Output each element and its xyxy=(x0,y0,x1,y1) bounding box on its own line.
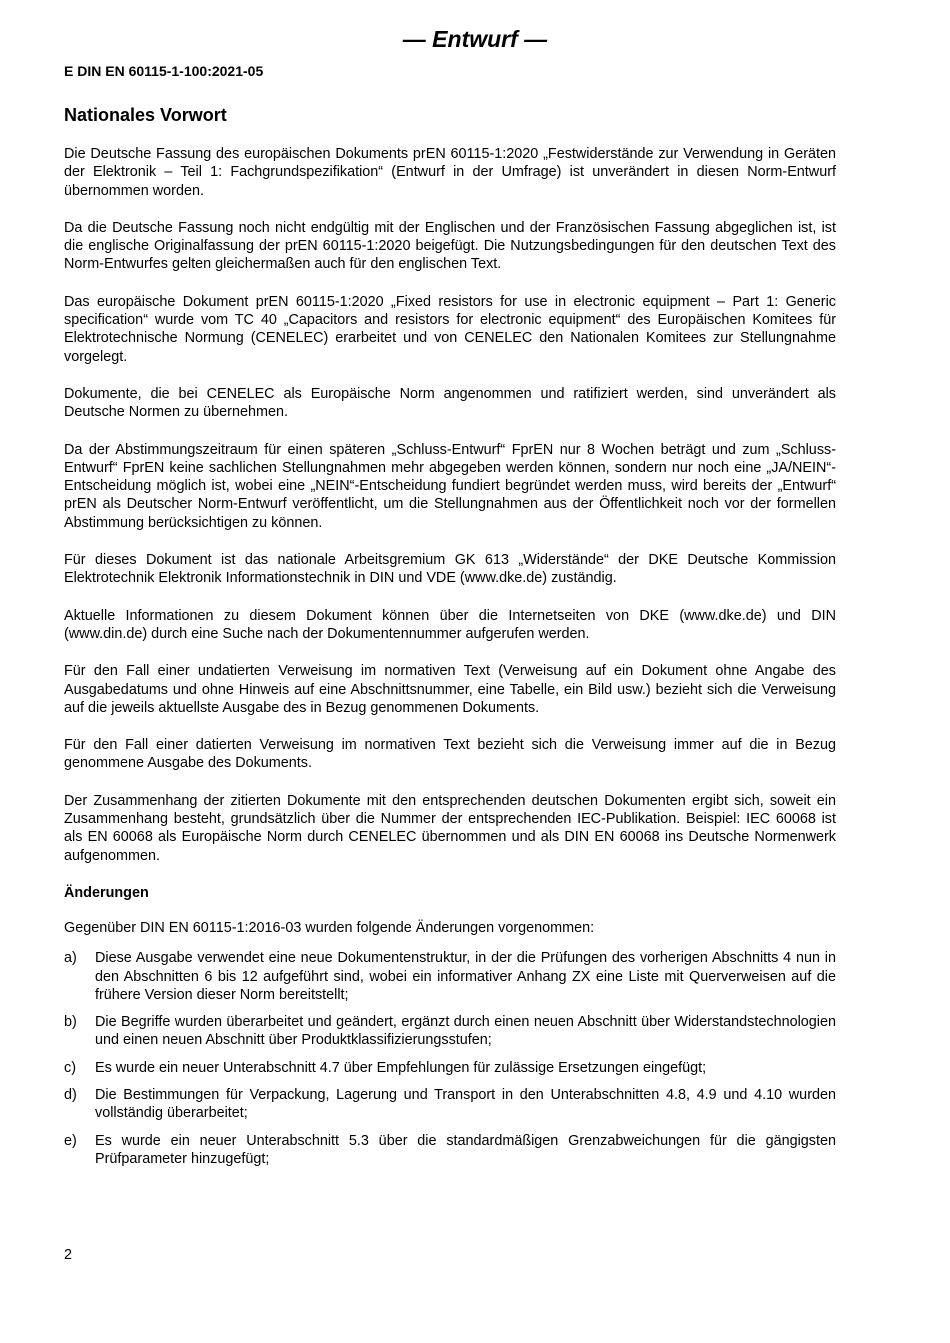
draft-watermark: — Entwurf — xyxy=(402,26,548,52)
list-item-text: Es wurde ein neuer Unterabschnitt 5.3 über die standardmäßigen Grenzabweichungen für die gängigsten Prüfparameter hinzugefügt; xyxy=(95,1132,836,1167)
list-marker: e) xyxy=(64,1132,77,1149)
list-marker: d) xyxy=(64,1086,77,1103)
list-item-text: Diese Ausgabe verwendet eine neue Dokumentenstruktur, in der die Prüfungen des vorherigen Abschnitts 4 nun in den Abschnitten 6 bis 12 aufgeführt sind, wobei ein informativer Anhang ZX eine Liste mit Querverweisen auf die frühere Version dieser Norm bereitstellt; xyxy=(95,950,836,1003)
list-marker: b) xyxy=(64,1014,77,1031)
list-marker: a) xyxy=(64,950,77,967)
paragraph: Dokumente, die bei CENELEC als Europäische Norm angenommen und ratifiziert werden, sind unverändert als Deutsche Normen zu übernehmen. xyxy=(64,385,836,421)
list-item xyxy=(64,1086,836,1123)
document-body xyxy=(64,104,836,1177)
list-item-text: Die Bestimmungen für Verpackung, Lagerung und Transport in den Unterabschnitten 4.8, 4.9 und 4.10 wurden vollständig überarbeitet; xyxy=(95,1086,836,1122)
paragraph: Da die Deutsche Fassung noch nicht endgültig mit der Englischen und der Französischen Fassung abgeglichen ist, ist die englische Originalfassung der prEN 60115-1:2020 beigefügt. Die Nutzungsbedingungen für den deutschen Text des Norm-Entwurfes gelten gleichermaßen auch für den englischen Text. xyxy=(64,219,836,273)
paragraph: Der Zusammenhang der zitierten Dokumente mit den entsprechenden deutschen Dokumenten ergibt sich, soweit ein Zusammenhang besteht, grundsätzlich über die Nummer der entsprechenden IEC-Publikation. Beispiel: IEC 60068 ist als EN 60068 als Europäische Norm durch CENELEC übernommen und als DIN EN 60068 ins Deutsche Normenwerk aufgenommen. xyxy=(64,792,836,864)
page-number: 2 xyxy=(64,1247,73,1263)
list-item xyxy=(64,1132,836,1169)
list-item-text: Die Begriffe wurden überarbeitet und geändert, ergänzt durch einen neuen Abschnitt über Widerstandstechnologien und einen neuen Abschnitt über Produktklassifizierungsstufen; xyxy=(95,1014,836,1049)
paragraph: Die Deutsche Fassung des europäischen Dokuments prEN 60115-1:2020 „Festwiderstände zur Verwendung in Geräten der Elektronik – Teil 1: Fachgrundspezifikation“ (Entwurf in der Umfrage) ist unverändert in diesen Norm-Entwurf übernommen worden. xyxy=(64,146,836,199)
paragraph: Für dieses Dokument ist das nationale Arbeitsgremium GK 613 „Widerstände“ der DKE Deutsche Kommission Elektrotechnik Elektronik Informationstechnik in DIN und VDE (www.dke.de) zuständig. xyxy=(64,552,836,587)
list-item xyxy=(64,1059,836,1077)
changes-intro: Gegenüber DIN EN 60115-1:2016-03 wurden folgende Änderungen vorgenommen: xyxy=(64,919,595,936)
list-item xyxy=(64,949,836,1004)
paragraph: Da der Abstimmungszeitraum für einen späteren „Schluss-Entwurf“ FprEN nur 8 Wochen beträgt und zum „Schluss-Entwurf“ FprEN keine sachlichen Stellungnahmen mehr abgegeben werden können, sondern nur noch eine „JA/NEIN“-Entscheidung möglich ist, wobei eine „NEIN“-Entscheidung fundiert begründet werden muss, wird bereits der „Entwurf“ prEN als Deutscher Norm-Entwurf veröffentlicht, um die Stellungnahmen aus der Öffentlichkeit noch vor der formellen Abstimmung berücksichtigen zu können. xyxy=(64,441,836,531)
list-marker: c) xyxy=(64,1059,76,1076)
list-item xyxy=(64,1013,836,1050)
paragraph: Für den Fall einer datierten Verweisung im normativen Text bezieht sich die Verweisung immer auf die in Bezug genommene Ausgabe des Dokuments. xyxy=(64,737,836,772)
list-item-text: Es wurde ein neuer Unterabschnitt 4.7 über Empfehlungen für zulässige Ersetzungen eingefügt; xyxy=(95,1059,707,1076)
changes-heading: Änderungen xyxy=(64,884,149,901)
changes-list xyxy=(64,949,836,1168)
document-id: E DIN EN 60115-1-100:2021-05 xyxy=(64,63,264,79)
paragraph: Für den Fall einer undatierten Verweisung im normativen Text (Verweisung auf ein Dokument ohne Angabe des Ausgabedatums und ohne Hinweis auf eine Abschnittsnummer, eine Tabelle, ein Bild usw.) bezieht sich die Verweisung auf die jeweils aktuellste Ausgabe des in Bezug genommenen Dokuments. xyxy=(64,663,836,716)
section-title: Nationales Vorwort xyxy=(64,105,227,125)
paragraph: Das europäische Dokument prEN 60115-1:2020 „Fixed resistors for use in electronic equipment – Part 1: Generic specification“ wurde vom TC 40 „Capacitors and resistors for electronic equipment“ des Europäischen Komitees für Elektrotechnische Normung (CENELEC) erarbeitet und von CENELEC den Nationalen Komitees zur Stellungnahme vorgelegt. xyxy=(64,293,836,365)
paragraph: Aktuelle Informationen zu diesem Dokument können über die Internetseiten von DKE (www.dke.de) und DIN (www.din.de) durch eine Suche nach der Dokumentennummer aufgerufen werden. xyxy=(64,607,836,642)
